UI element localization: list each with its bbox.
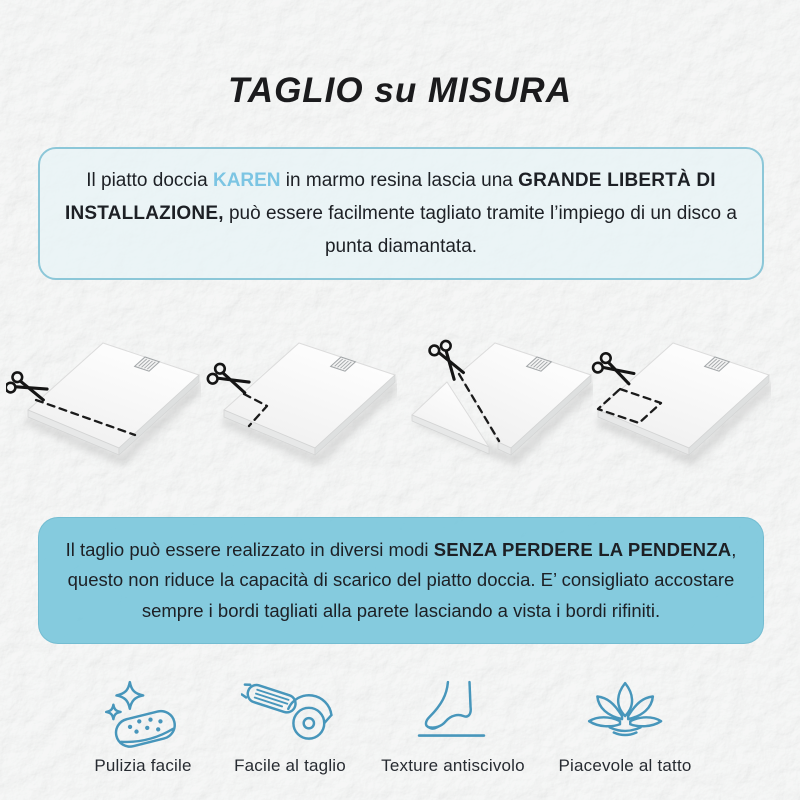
intro-box [38, 147, 764, 280]
page-title: TAGLIO su MISURA [228, 71, 572, 111]
info-text-part2: , questo non riduce la capacità di scarico del piatto doccia. E’ consigliato accostare sempre i bordi tagliati alla parete lasciando a vista i bordi rifiniti. [67, 539, 737, 621]
info-text-part1: Il taglio può essere realizzato in diversi modi [65, 539, 434, 560]
feature-label: Pulizia facile [94, 756, 192, 775]
tray-corner-notch-cut-illustration [202, 330, 397, 485]
info-text [65, 535, 737, 626]
info-text-bold: SENZA PERDERE LA PENDENZA [433, 539, 732, 560]
sparkle-small [106, 705, 120, 719]
angle-grinder-icon [241, 678, 340, 752]
tray-inner-hole-cut-illustration [576, 330, 771, 485]
tray-diagonal-cut-illustration [398, 330, 593, 485]
tray-edge-strip-cut-illustration [6, 330, 201, 485]
feature-label: Texture antiscivolo [381, 756, 525, 775]
grinder-blade [293, 708, 324, 739]
feature-label: Facile al taglio [234, 756, 346, 775]
feature-pleasant-touch [537, 678, 713, 776]
scissors-icon [6, 370, 49, 403]
sparkle-big [116, 682, 143, 709]
feature-label: Piacevole al tatto [558, 756, 692, 775]
intro-text-part3: può essere facilmente tagliato tramite l’impiego di un disco a punta diamantata. [223, 203, 737, 258]
bare-foot-icon [414, 678, 492, 752]
intro-text-part2: in marmo resina lascia una [280, 170, 519, 191]
feature-antislip-texture [365, 678, 541, 776]
info-box [38, 517, 764, 644]
intro-text [60, 164, 742, 263]
brand-name: KAREN [212, 170, 281, 191]
scissors-icon [206, 361, 251, 396]
sponge-sparkle-icon [99, 678, 187, 752]
intro-text-bold: GRANDE LIBERTÀ DI INSTALLAZIONE, [65, 170, 716, 225]
feature-easy-cut [202, 678, 378, 776]
intro-text-part1: Il piatto doccia [86, 170, 213, 191]
lotus-flower-icon [584, 678, 666, 752]
